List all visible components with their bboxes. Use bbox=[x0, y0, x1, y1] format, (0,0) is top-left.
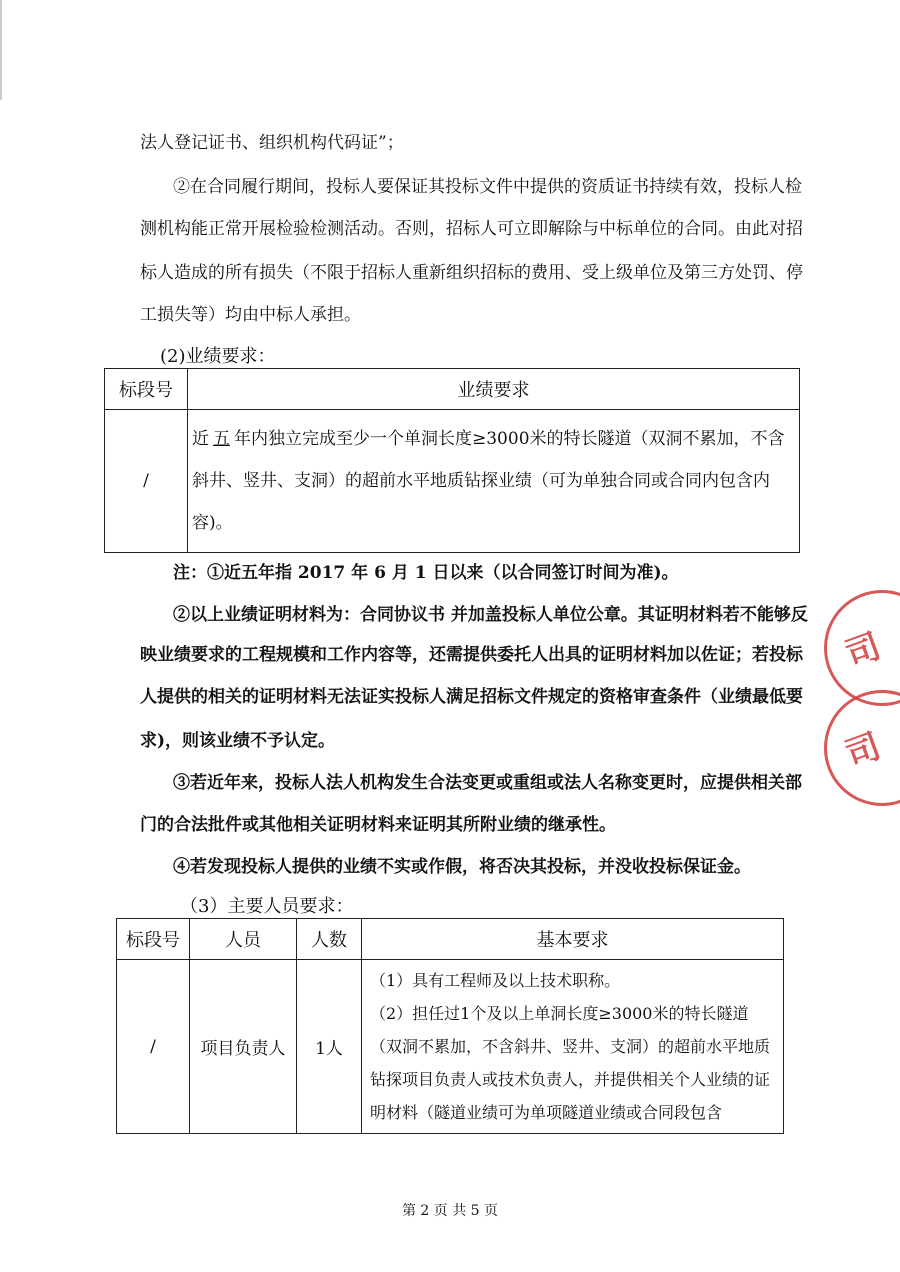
text-line: 工损失等）均由中标人承担。 bbox=[140, 305, 361, 325]
note-line: ④若发现投标人提供的业绩不实或作假，将否决其投标，并没收投标保证金。 bbox=[173, 857, 751, 877]
section-heading-performance: (2)业绩要求： bbox=[160, 346, 276, 367]
note-line: ②以上业绩证明材料为：合同协议书 并加盖投标人单位公章。其证明材料若不能够反 bbox=[173, 605, 808, 625]
table-row bbox=[105, 410, 800, 553]
note-line: 映业绩要求的工程规模和工作内容等，还需提供委托人出具的证明材料加以佐证；若投标 bbox=[140, 645, 803, 665]
staff-table bbox=[116, 918, 784, 1134]
table-header-section-id: 标段号 bbox=[117, 919, 190, 960]
table-cell-section-id: / bbox=[105, 410, 188, 553]
text-line: 标人造成的所有损失（不限于招标人重新组织招标的费用、受上级单位及第三方处罚、停 bbox=[140, 263, 803, 283]
table-header-personnel: 人员 bbox=[190, 919, 297, 960]
table-header-section-id: 标段号 bbox=[105, 369, 188, 410]
section-heading-staff: （3）主要人员要求： bbox=[180, 896, 354, 917]
note-line: 求)，则该业绩不予认定。 bbox=[140, 731, 336, 751]
table-cell-performance-requirement: 近 五 年内独立完成至少一个单洞长度≥3000米的特长隧道（双洞不累加，不含斜井、竖井、支洞）的超前水平地质钻探业绩（可为单独合同或合同内包含内容)。 bbox=[188, 410, 800, 553]
text-line: 法人登记证书、组织机构代码证”； bbox=[140, 133, 404, 153]
official-seal-stamp: 司 bbox=[824, 590, 900, 706]
performance-table bbox=[104, 368, 800, 553]
table-cell-requirements bbox=[362, 960, 784, 1134]
note-line: 门的合法批件或其他相关证明材料来证明其所附业绩的继承性。 bbox=[140, 815, 616, 835]
note-line: ③若近年来，投标人法人机构发生合法变更或重组或法人名称变更时，应提供相关部 bbox=[173, 773, 802, 793]
page-edge-shadow bbox=[0, 0, 2, 100]
table-row bbox=[117, 960, 784, 1134]
table-header-performance: 业绩要求 bbox=[188, 369, 800, 410]
underlined-years: 五 bbox=[213, 429, 230, 449]
requirement-item: （2）担任过1个及以上单洞长度≥3000米的特长隧道（双洞不累加，不含斜井、竖井、支洞）的超前水平地质钻探项目负责人或技术负责人，并提供相关个人业绩的证明材料（隧道业绩可为单项隧道业绩或合同段包含 bbox=[370, 1004, 771, 1122]
table-cell-count: 1人 bbox=[297, 960, 362, 1134]
table-header-count: 人数 bbox=[297, 919, 362, 960]
note-line: 注：①近五年指 2017 年 6 月 1 日以来（以合同签订时间为准)。 bbox=[173, 563, 679, 583]
text-line: 测机构能正常开展检验检测活动。否则，招标人可立即解除与中标单位的合同。由此对招 bbox=[140, 219, 803, 239]
table-header-requirements: 基本要求 bbox=[362, 919, 784, 960]
table-cell-role: 项目负责人 bbox=[190, 960, 297, 1134]
note-line: 人提供的相关的证明材料无法证实投标人满足招标文件规定的资格审查条件（业绩最低要 bbox=[140, 687, 803, 707]
text-line: ②在合同履行期间，投标人要保证其投标文件中提供的资质证书持续有效，投标人检 bbox=[173, 177, 802, 197]
page-footer: 第 2 页 共 5 页 bbox=[401, 1203, 499, 1219]
official-seal-stamp: 司 bbox=[824, 690, 900, 806]
table-cell-section-id: / bbox=[117, 960, 190, 1134]
requirement-item: （1）具有工程师及以上技术职称。 bbox=[370, 971, 621, 990]
